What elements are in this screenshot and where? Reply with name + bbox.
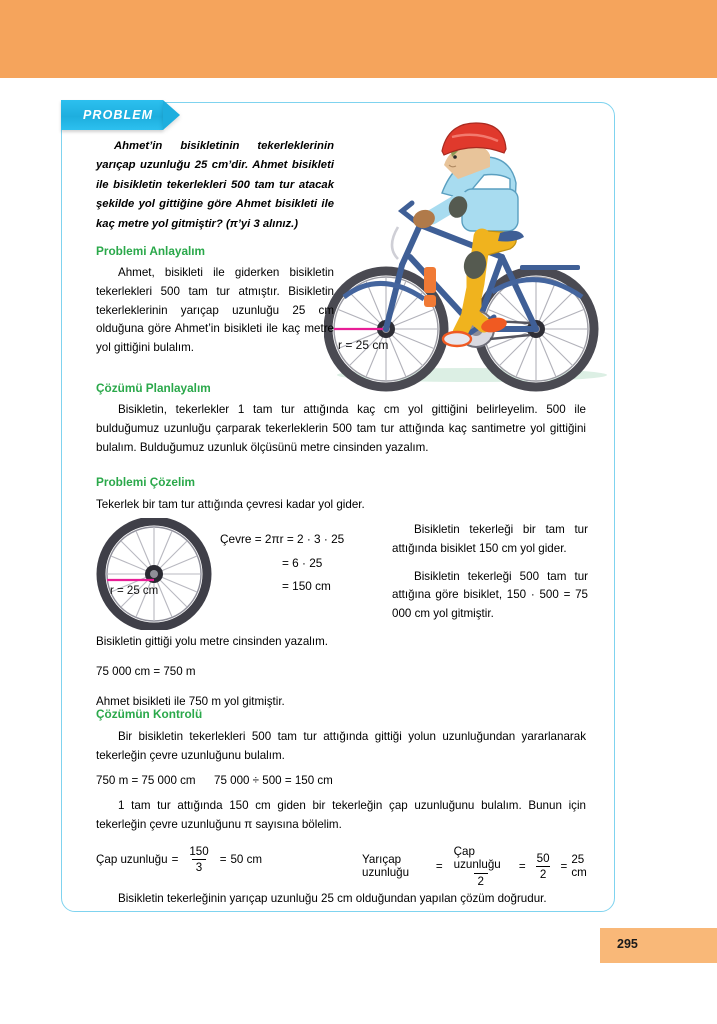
section-heading-control: Çözümün Kontrolü — [96, 707, 203, 721]
problem-tag — [61, 100, 180, 130]
control-conclusion: Bisikletin tekerleğinin yarıçap uzunluğu 25 cm olduğundan yapılan çözüm doğrudur. — [118, 892, 547, 905]
eq-diameter-result: 50 cm — [230, 853, 263, 867]
formula-line-1: Çevre = 2πr = 2 · 3 · 25 — [220, 532, 345, 546]
eq-radius-result: 25 cm — [571, 853, 587, 880]
section-text-control-1: Bir bisikletin tekerlekleri 500 tam tur attığında gittiği yolun uzunluğundan yararlanarak tekerleğin çevre uzunluğunu bulalım. — [96, 730, 586, 762]
solve-tail-p3: Ahmet bisikleti ile 750 m yol gitmiştir. — [96, 694, 285, 708]
section-heading-understand: Problemi Anlayalım — [96, 244, 206, 258]
section-heading-solve: Problemi Çözelim — [96, 475, 195, 489]
section-heading-plan: Çözümü Planlayalım — [96, 381, 211, 395]
eq-radius-denominator-2: 2 — [536, 866, 550, 881]
solve-tail-p2: 75 000 cm = 750 m — [96, 664, 196, 678]
section-text-plan: Bisikletin, tekerlekler 1 tam tur attığında kaç cm yol gittiğini belirleyelim. 500 ile bulduğumuz uzunluğu çarparak tekerleklerin 500 tam tur attığında kaç santimetre yol gittiğini bulalım. Bulduğumuz uzunluk ölçüsünü metre cinsinden yazalım. — [96, 403, 586, 454]
eq-diameter-fraction — [185, 845, 212, 875]
control-calc-1: 750 m = 75 000 cm — [96, 774, 196, 787]
page-number: 295 — [617, 937, 638, 951]
bike-radius-label: r = 25 cm — [338, 338, 389, 352]
eq-radius-label: Yarıçap uzunluğu — [362, 853, 410, 880]
solve-tail-p1: Bisikletin gittiği yolu metre cinsinden yazalım. — [96, 635, 328, 648]
eq-radius-fraction-1 — [450, 845, 512, 888]
eq-diameter-numerator: 150 — [189, 845, 209, 858]
problem-tag-label: PROBLEM — [83, 108, 154, 122]
section-text-control-2: 1 tam tur attığında 150 cm giden bir tekerleğin çap uzunluğunu bulalım. Bunun için tekerleğin çevre uzunluğunu π sayısına bölelim. — [96, 799, 586, 831]
equation-radius — [362, 845, 596, 888]
eq-diameter-equals-1: = — [171, 853, 179, 867]
solve-explanation-p1: Bisikletin tekerleği bir tam tur attığında bisiklet 150 cm yol gider. — [392, 523, 588, 555]
wheel-diagram — [92, 518, 216, 630]
control-calc-2: 75 000 ÷ 500 = 150 cm — [214, 774, 333, 787]
eq-radius-denominator-1: 2 — [474, 873, 488, 888]
circumference-formula — [220, 528, 390, 599]
eq-diameter-denominator: 3 — [192, 859, 206, 874]
bicycle-illustration — [324, 107, 616, 395]
problem-content-frame — [61, 102, 615, 912]
section-text-understand: Ahmet, bisikleti ile giderken bisikletin tekerlekleri 500 tam tur atmıştır. Bisikletin tekerleklerinin yarıçap uzunluğu 25 cm olduğuna göre Ahmet’in bisikleti ile kaç metre yol gittiğini bulalım. — [96, 266, 334, 355]
eq-diameter-equals-2: = — [219, 853, 227, 867]
eq-radius-numerator-2: 50 — [536, 851, 550, 865]
solve-explanation-column — [392, 521, 588, 633]
solve-explanation-p2: Bisikletin tekerleği 500 tam tur attığına göre bisiklet, 150 · 500 = 75 000 cm yol gitmiştir. — [392, 569, 588, 621]
problem-tag-body — [61, 100, 163, 130]
eq-radius-equals-2: = — [518, 859, 526, 873]
eq-radius-fraction-2 — [533, 852, 554, 882]
wheel-radius-label: r = 25 cm — [110, 585, 159, 597]
eq-diameter-label: Çap uzunluğu — [96, 853, 168, 867]
top-decorative-band — [0, 0, 717, 78]
eq-radius-equals-3: = — [560, 859, 568, 873]
problem-statement-text: Ahmet’in bisikletinin tekerleklerinin yarıçap uzunluğu 25 cm’dir. Ahmet bisikleti ile bisikletin tekerlekleri 500 tam tur atacak şekilde yol gittiğine göre Ahmet bisikleti ile kaç metre yol gitmiştir? (π’yi 3 alınız.) — [96, 140, 334, 230]
section-text-solve-lead: Tekerlek bir tam tur attığında çevresi kadar yol gider. — [96, 498, 365, 511]
eq-radius-equals-1: = — [435, 859, 443, 873]
formula-line-2: = 6 · 25 — [282, 555, 323, 570]
eq-radius-numerator-1: Çap uzunluğu — [453, 845, 501, 872]
control-calculations — [96, 774, 586, 787]
formula-line-3: = 150 cm — [282, 579, 331, 594]
equation-diameter — [96, 845, 262, 875]
problem-tag-arrow-icon — [163, 100, 180, 130]
